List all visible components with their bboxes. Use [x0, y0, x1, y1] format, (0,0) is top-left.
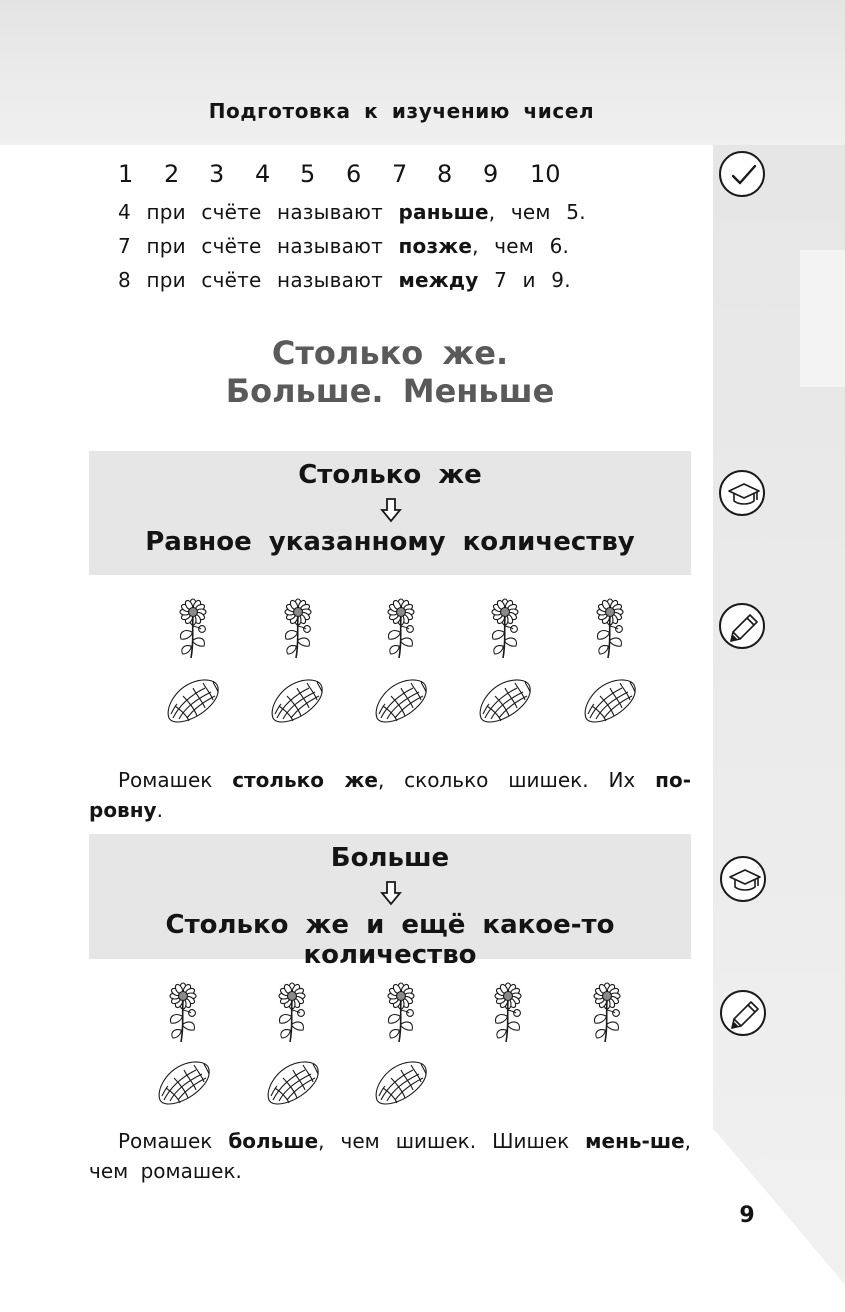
number-item: 8: [437, 160, 453, 188]
pencil-icon[interactable]: [720, 990, 766, 1036]
number-item: 3: [209, 160, 225, 188]
pine-cone-icon: [373, 1058, 429, 1106]
daisy-icon: [587, 982, 627, 1044]
definition-box-same: [89, 451, 691, 575]
pine-cone-icon: [269, 676, 325, 724]
pine-cone-icon: [156, 1058, 212, 1106]
pine-cone-icon: [582, 676, 638, 724]
order-term: позже: [398, 234, 473, 258]
daisy-icon: [272, 982, 312, 1044]
daisy-icon: [381, 982, 421, 1044]
pine-cone-icon: [265, 1058, 321, 1106]
pencil-icon[interactable]: [719, 603, 765, 649]
daisy-icon: [590, 598, 630, 660]
page-number: 9: [739, 1203, 755, 1228]
number-item: 6: [346, 160, 362, 188]
checkmark-icon[interactable]: [719, 151, 765, 197]
daisy-icon: [488, 982, 528, 1044]
arrow-down-icon: [380, 497, 402, 523]
definition-box-more: [89, 834, 691, 970]
box-heading: Столько же: [298, 460, 482, 490]
daisy-icon: [381, 598, 421, 660]
top-band: [0, 0, 845, 145]
pine-cone-icon: [165, 676, 221, 724]
daisy-icon: [278, 598, 318, 660]
graduation-cap-icon[interactable]: [719, 470, 765, 516]
box-definition: Столько же и ещё какое-то количество: [165, 910, 615, 970]
number-item: 2: [164, 160, 180, 188]
pine-cone-icon: [373, 676, 429, 724]
pine-cone-icon: [477, 676, 533, 724]
number-item: 4: [255, 160, 271, 188]
order-term: раньше: [398, 200, 489, 224]
box-definition: Равное указанному количеству: [145, 527, 635, 557]
order-rule: 7 при счёте называют позже, чем 6.: [118, 234, 570, 258]
number-item: 10: [530, 160, 561, 188]
margin-tab: [800, 250, 845, 387]
order-rule: 8 при счёте называют между 7 и 9.: [118, 268, 571, 292]
paragraph-same: Ромашек столько же, сколько шишек. Их по-ровну.: [89, 768, 691, 822]
running-header: Подготовка к изучению чисел: [208, 99, 595, 123]
number-item: 9: [483, 160, 499, 188]
order-term: между: [398, 268, 479, 292]
graduation-cap-icon[interactable]: [720, 856, 766, 902]
order-rule: 4 при счёте называют раньше, чем 5.: [118, 200, 586, 224]
daisy-icon: [485, 598, 525, 660]
daisy-icon: [173, 598, 213, 660]
box-heading: Больше: [330, 843, 450, 873]
arrow-down-icon: [380, 880, 402, 906]
number-row: [118, 160, 598, 192]
paragraph-more: Ромашек больше, чем шишек. Шишек мень-ше, чем ромашек.: [89, 1129, 691, 1183]
daisy-icon: [163, 982, 203, 1044]
number-item: 5: [300, 160, 316, 188]
number-item: 1: [118, 160, 134, 188]
section-title: Столько же. Больше. Меньше: [225, 334, 555, 410]
number-item: 7: [392, 160, 408, 188]
